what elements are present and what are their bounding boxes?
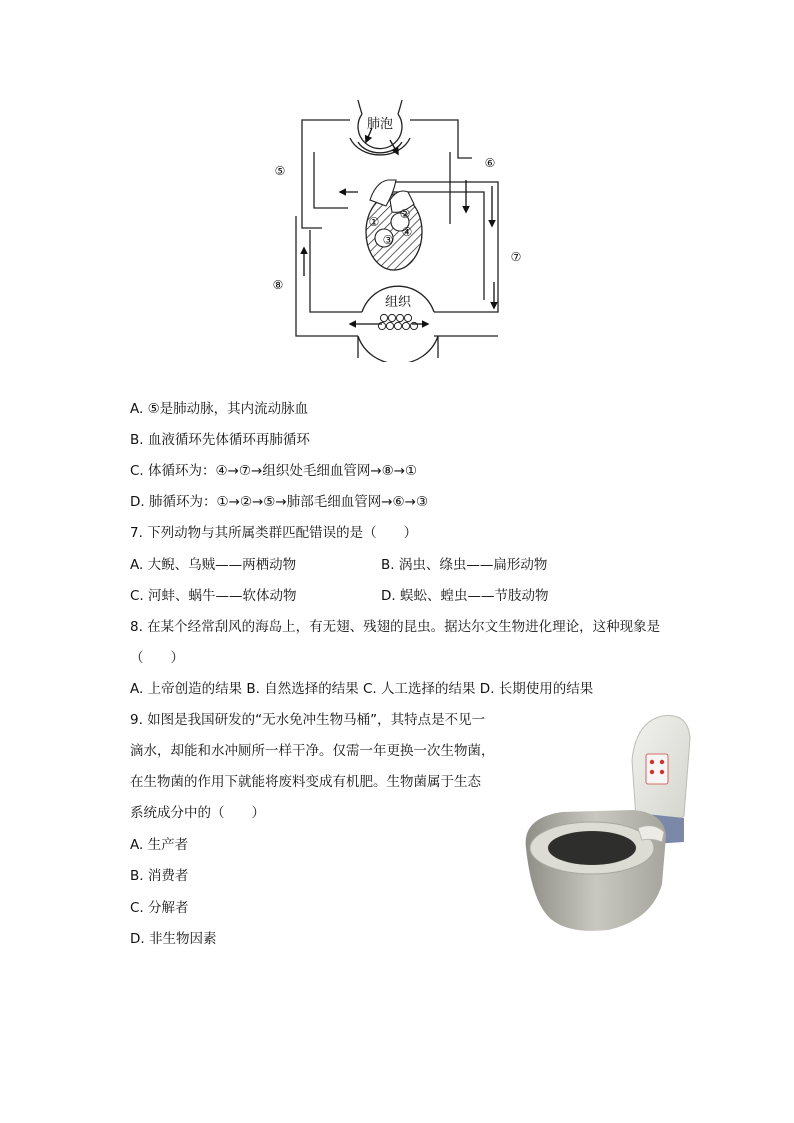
q8-options: A. 上帝创造的结果 B. 自然选择的结果 C. 人工选择的结果 D. 长期使用的结果 (130, 681, 594, 697)
q9-option-a: A. 生产者 (130, 837, 189, 853)
marker-8: ⑧ (272, 278, 284, 292)
marker-4: ④ (401, 225, 413, 239)
q9-option-b: B. 消费者 (130, 868, 189, 884)
q6-option-d: D. 肺循环为：①→②→⑤→肺部毛细血管网→⑥→③ (130, 494, 429, 510)
alveolus-label: 肺泡 (366, 117, 394, 132)
q7-option-b: B. 涡虫、绦虫——扁形动物 (381, 557, 548, 573)
q7-stem: 7. 下列动物与其所属类群匹配错误的是（ ） (130, 525, 418, 541)
q8-stem-line-2: （ ） (130, 650, 184, 666)
marker-6: ⑥ (484, 156, 496, 170)
bio-toilet-photo (512, 708, 696, 934)
marker-7: ⑦ (510, 250, 522, 264)
tissue-label: 组织 (384, 295, 412, 310)
q6-option-b: B. 血液循环先体循环再肺循环 (130, 432, 310, 448)
q9-stem-line-2: 滴水，却能和水冲厕所一样干净。仅需一年更换一次生物菌， (130, 743, 495, 759)
q6-option-c: C. 体循环为：④→⑦→组织处毛细血管网→⑧→① (130, 463, 418, 479)
q7-option-d: D. 蜈蚣、蝗虫——节肢动物 (381, 588, 549, 604)
q9-option-d: D. 非生物因素 (130, 931, 217, 947)
q9-stem-line-4: 系统成分中的（ ） (130, 805, 265, 821)
blood-circulation-diagram (262, 96, 540, 362)
q9-stem-line-3: 在生物菌的作用下就能将废料变成有机肥。生物菌属于生态 (130, 774, 481, 790)
marker-1: ① (368, 215, 380, 229)
q7-option-a: A. 大鲵、乌贼——两栖动物 (130, 557, 297, 573)
marker-2: ② (399, 207, 411, 221)
q9-option-c: C. 分解者 (130, 900, 189, 916)
q9-stem-line-1: 9. 如图是我国研发的“无水免冲生物马桶”，其特点是不见一 (130, 712, 486, 728)
q7-option-c: C. 河蚌、蜗牛——软体动物 (130, 588, 297, 604)
marker-3: ③ (382, 233, 394, 247)
q8-stem-line-1: 8. 在某个经常刮风的海岛上，有无翅、残翅的昆虫。据达尔文生物进化理论，这种现象是 (130, 619, 661, 635)
q6-option-a: A. ⑤是肺动脉，其内流动脉血 (130, 401, 309, 417)
marker-5: ⑤ (274, 164, 286, 178)
